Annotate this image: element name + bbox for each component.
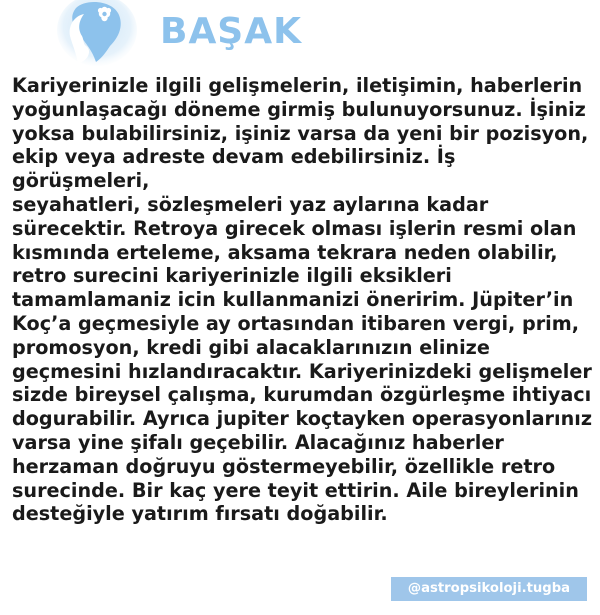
watermark-handle: @astropsikoloji.tugba [391,577,587,601]
horoscope-paragraph: Kariyerinizle ilgili gelişmelerin, iletişimin, haberlerin yoğunlaşacağı döneme girmiş bulunuyorsunuz. İşiniz yoksa bulabilirsiniz, işiniz varsa da yeni bir pozisyon, ekip veya adreste devam edebilirsiniz. İş görüşmeleri, seyahatleri, sözleşmeleri yaz aylarına kadar sürecektir. Retroya girecek olması işlerin resmi olan kısmında erteleme, aksama tekrara neden olabilir, retro surecini kariyerinizle ilgili eksikleri tamamlamaniz icin kullanmanizi öneririm. Jüpiter’in Koç’a geçmesiyle ay ortasından itibaren vergi, prim, promosyon, kredi gibi alacaklarınızın elinize geçmesini hızlandıracaktır. Kariyerinizdeki gelişmeler sizde bireysel çalışma, kurumdan özgürleşme ihtiyacı dogurabilir. Ayrıca jupiter koçtayken operasyonlarınız varsa yine şifalı geçebilir. Alacağınız haberler herzaman doğruyu göstermeyebilir, özellikle retro surecinde. Bir kaç yere teyit ettirin. Aile bireylerinin desteğiyle yatırım fırsatı doğabilir. [12,74,592,526]
sign-title: BAŞAK [160,11,302,52]
woman-profile-flower-icon [56,0,138,70]
header [0,0,600,72]
